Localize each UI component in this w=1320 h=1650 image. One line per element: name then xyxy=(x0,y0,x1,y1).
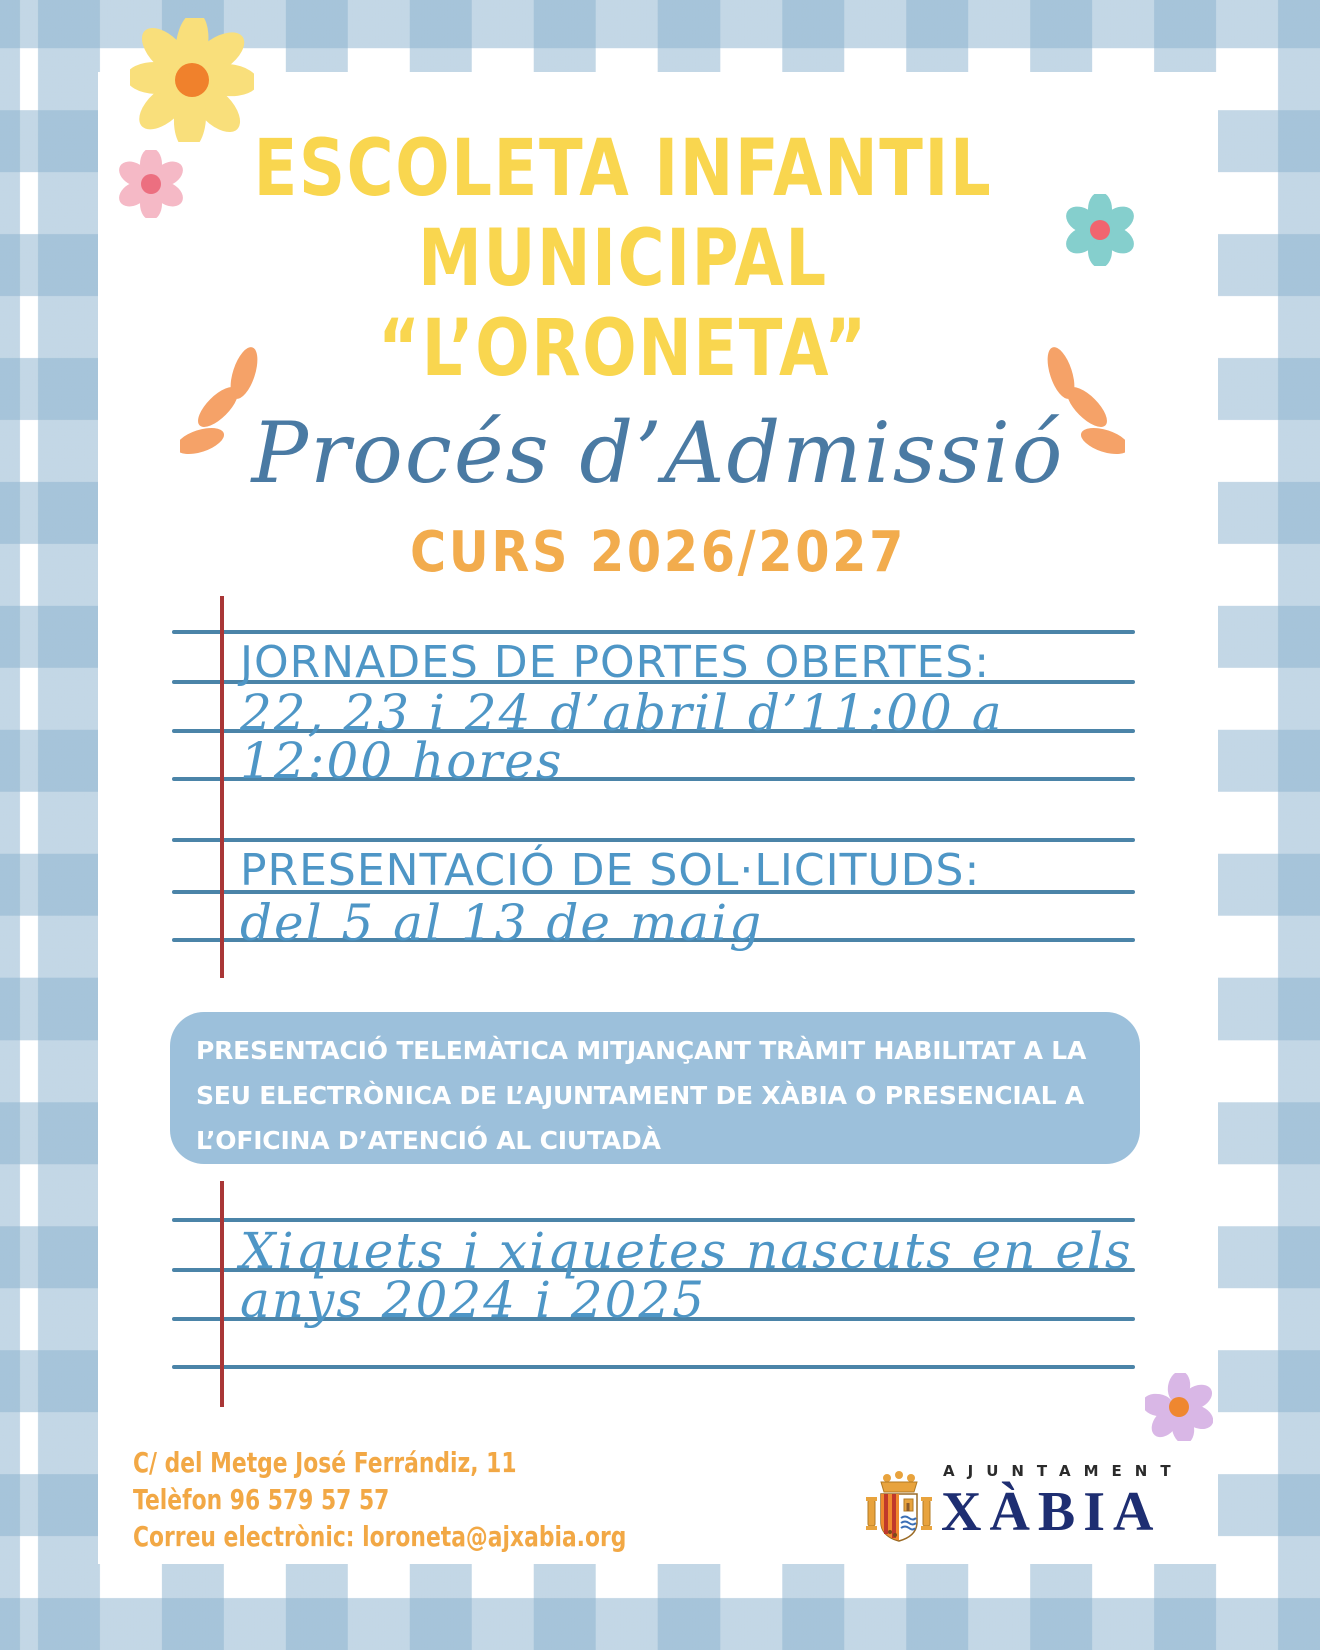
sparkle-right-icon xyxy=(1025,345,1125,465)
phone-line: Telèfon 96 579 57 57 xyxy=(133,1483,390,1516)
title-line-2: MUNICIPAL xyxy=(418,214,828,304)
logo-org: AJUNTAMENT xyxy=(943,1462,1184,1480)
title-line-3: “L’ORONETA” xyxy=(378,304,868,394)
rule-line xyxy=(172,838,1135,842)
eligibility-text-line-2: anys 2024 i 2025 xyxy=(240,1271,707,1329)
content-sheet xyxy=(98,72,1218,1564)
rule-line xyxy=(172,630,1135,634)
section-text-open-days-dates: 22, 23 i 24 d’abril d’11:00 a xyxy=(240,684,1004,742)
address-line: C/ del Metge José Ferrándiz, 11 xyxy=(133,1446,517,1479)
sparkle-left-icon xyxy=(180,345,280,465)
section-heading-open-days: JORNADES DE PORTES OBERTES: xyxy=(240,637,991,688)
section-heading-applications: PRESENTACIÓ DE SOL·LICITUDS: xyxy=(240,845,981,896)
purple-flower-icon xyxy=(1145,1373,1213,1441)
subtitle: Procés d’Admissió xyxy=(251,404,1065,502)
daisy-flower-icon xyxy=(130,18,254,142)
email-line: Correu electrònic: loroneta@ajxabia.org xyxy=(133,1520,627,1553)
logo-name: XÀBIA xyxy=(941,1481,1162,1543)
eligibility-text-line-1: Xiquets i xiquetes nascuts en els xyxy=(240,1222,1133,1280)
rule-line xyxy=(172,1365,1135,1369)
town-crest-icon xyxy=(863,1470,935,1546)
notice-text-line-3: L’OFICINA D’ATENCIÓ AL CIUTADÀ xyxy=(196,1126,661,1155)
pink-flower-icon xyxy=(117,150,185,218)
course-year: CURS 2026/2027 xyxy=(409,520,907,585)
title-line-1: ESCOLETA INFANTIL xyxy=(253,124,993,214)
teal-flower-icon xyxy=(1064,194,1136,266)
margin-line xyxy=(220,1181,224,1407)
section-text-applications-dates: del 5 al 13 de maig xyxy=(240,894,764,952)
margin-line xyxy=(220,596,224,978)
footer-contact xyxy=(133,1444,766,1555)
notice-box xyxy=(170,1012,1140,1164)
notice-text-line-2: SEU ELECTRÒNICA DE L’AJUNTAMENT DE XÀBIA O PRESENCIAL A xyxy=(196,1081,1085,1110)
section-text-open-days-hours: 12:00 hores xyxy=(240,732,564,790)
notice-text-line-1: PRESENTACIÓ TELEMÀTICA MITJANÇANT TRÀMIT HABILITAT A LA xyxy=(196,1036,1087,1065)
